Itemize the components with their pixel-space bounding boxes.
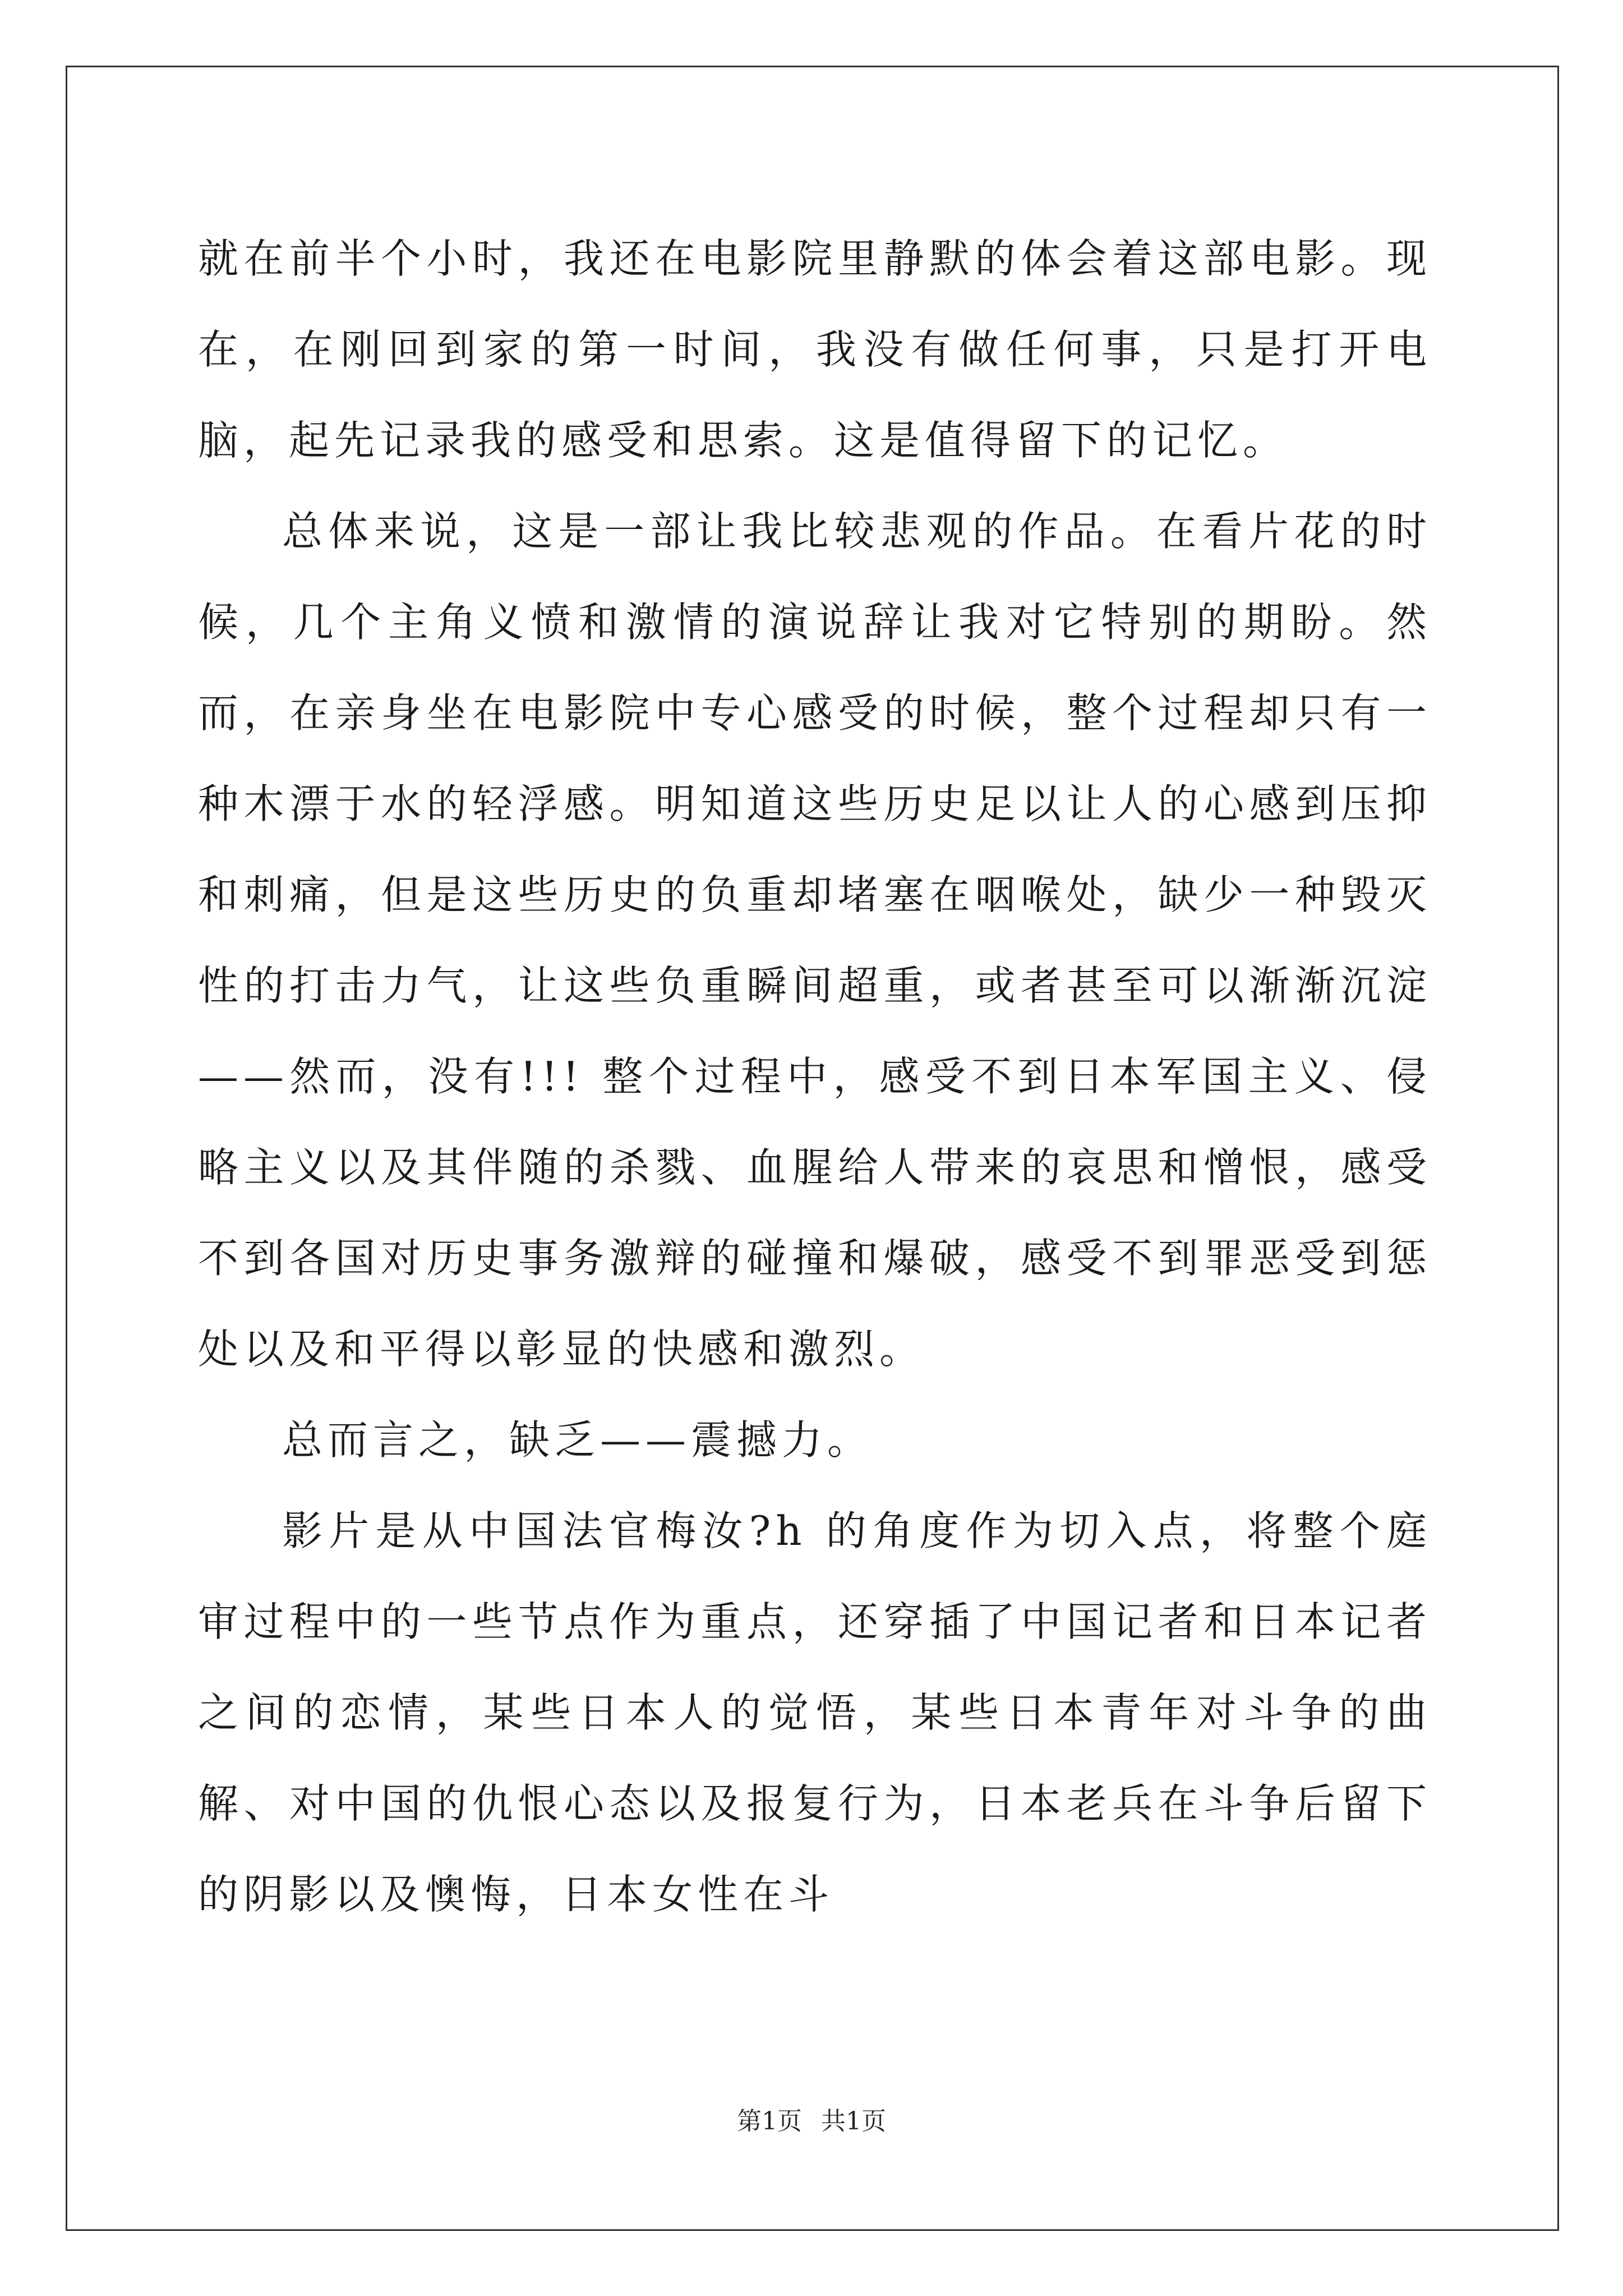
paragraph-3: 总而言之，缺乏——震撼力。 [282,1416,873,1464]
paragraph-1: 就在前半个小时，我还在电影院里静默的体会着这部电影。现在，在刚回到家的第一时间，我没有做任何事，只是打开电脑，起先记录我的感受和思索。这是值得留下的记忆。 [198,235,1432,464]
document-body [198,213,1432,1940]
page-number: 第1页 [737,2107,802,2136]
paragraph-4: 影片是从中国法官梅汝?h 的角度作为切入点，将整个庭审过程中的一些节点作为重点，还穿插了中国记者和日本记者之间的恋情，某些日本人的觉悟，某些日本青年对斗争的曲解、对中国的仇恨心态以及报复行为，日本老兵在斗争后留下的阴影以及懊悔，日本女性在斗 [198,1507,1432,1918]
page-total: 共1页 [821,2107,886,2136]
paragraph-2: 总体来说，这是一部让我比较悲观的作品。在看片花的时候，几个主角义愤和激情的演说辞让我对它特别的期盼。然而，在亲身坐在电影院中专心感受的时候，整个过程却只有一种木漂于水的轻浮感。明知道这些历史足以让人的心感到压抑和刺痛，但是这些历史的负重却堵塞在咽喉处，缺少一种毁灭性的打击力气，让这些负重瞬间超重，或者甚至可以渐渐沉淀——然而，没有!!! 整个过程中，感受不到日本军国主义、侵略主义以及其伴随的杀戮、血腥给人带来的哀思和憎恨，感受不到各国对历史事务激辩的碰撞和爆破，感受不到罪恶受到惩处以及和平得以彰显的快感和激烈。 [198,508,1432,1373]
page-footer [0,2101,1623,2137]
